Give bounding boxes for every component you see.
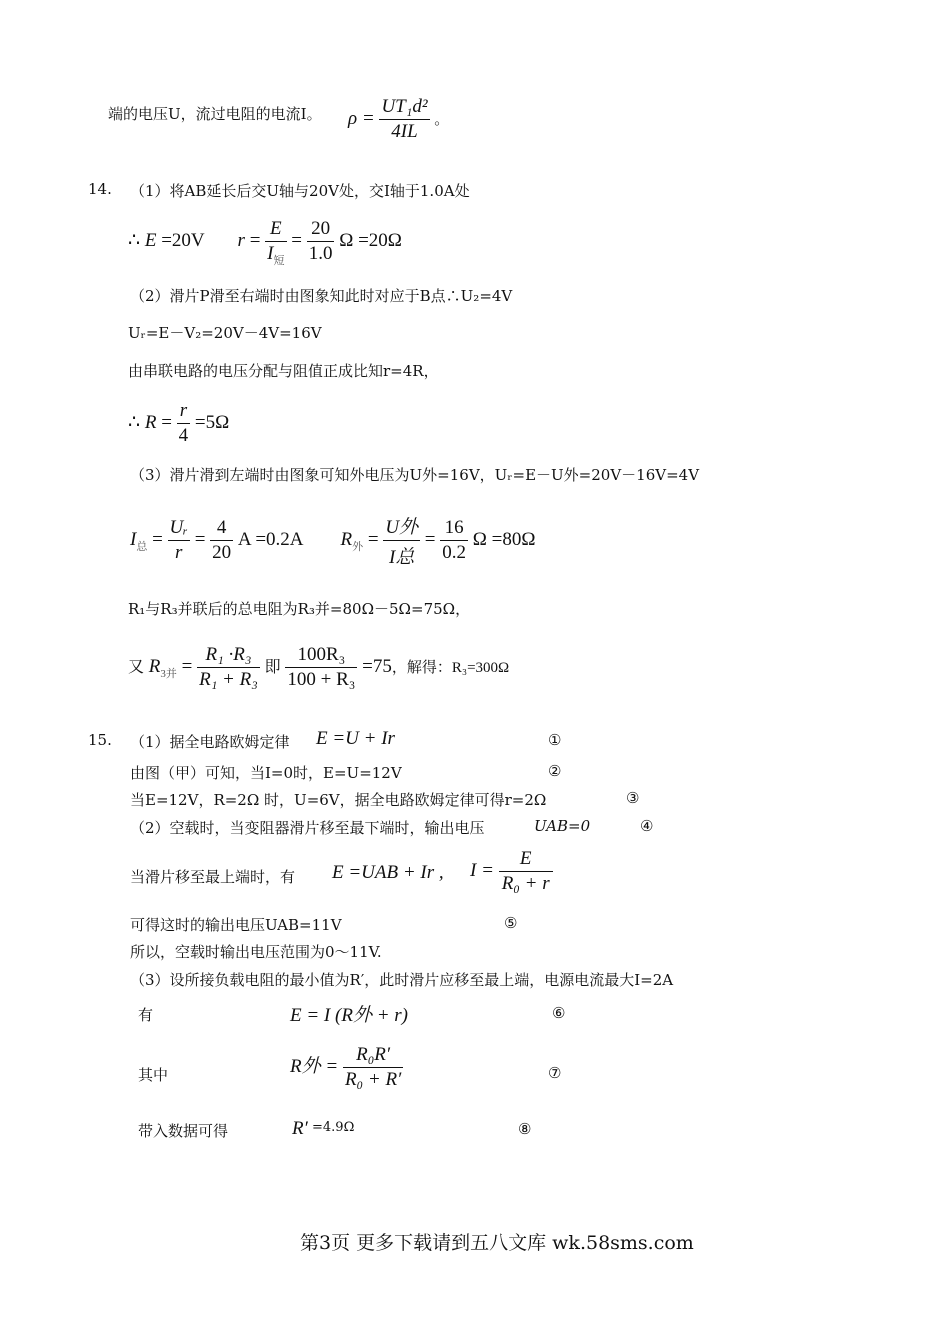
resistivity-formula: ρ = $\frac{\text{UT₁d²}}{4IL}$ 。 <box>348 96 450 142</box>
eq3-num-16: 16 <box>440 517 468 541</box>
eq1-fraction-values <box>307 218 335 265</box>
l5-I: I = <box>470 859 494 881</box>
eq1-result: Ω =20Ω <box>339 229 402 251</box>
eq3-fraction-16-02 <box>440 517 468 564</box>
q15-l2: 由图（甲）可知，当I=0时，E=U=12V <box>130 764 402 782</box>
q14-eq3: $I_总$ = $\frac{\text{Uᵣ}}{r}$ = $\frac{4}{20}$ A =0.2A $R_外$ = $\frac{\text{U外}}{\text{I总}}$ = $\frac{16}{0.2}$ Ω =80Ω <box>130 512 535 569</box>
q15-l7: 所以，空载时输出电压范围为0～11V. <box>130 943 382 961</box>
resistivity-fraction <box>379 96 429 143</box>
eq1-r: r <box>237 229 245 251</box>
l10-den: R₀ + R′ <box>344 1069 402 1090</box>
eq4-you: 又 <box>128 658 145 676</box>
q15-l6: 可得这时的输出电压UAB=11V <box>130 916 342 934</box>
eq3-fraction-4-20 <box>210 517 233 564</box>
eq1-den-sub: 短 <box>273 255 285 267</box>
eq4-den2: 100 + R₃ <box>287 669 356 690</box>
eq1-num-20: 20 <box>307 218 335 242</box>
eq1-num-E: E <box>265 218 286 242</box>
q15-l9-text: 有 <box>138 1006 154 1024</box>
q15-l10-eq <box>290 1044 403 1091</box>
q15-l4-var: UAB=0 <box>534 817 591 835</box>
q15-l10-text: 其中 <box>138 1066 169 1084</box>
eq3-R: R <box>340 528 353 550</box>
eq3-I: I <box>130 528 137 550</box>
eq2-num: r <box>177 400 191 424</box>
rho-symbol: ρ <box>348 107 358 129</box>
q15-l8: （3）设所接负载电阻的最小值为R′，此时滑片应移至最上端，电源电流最大I=2A <box>130 971 674 989</box>
eq1-fraction-E-I <box>265 218 286 265</box>
mark-7: ⑦ <box>548 1064 562 1082</box>
q14-p4: 由串联电路的电压分配与阻值正成比知r=4R， <box>128 362 439 380</box>
l5-fraction <box>499 848 553 895</box>
q15-l11-text: 带入数据可得 <box>138 1122 229 1140</box>
eq2-R: R <box>144 411 157 433</box>
q15-l5-text: 当滑片移至最上端时，有 <box>130 868 296 886</box>
q14-p1: （1）将AB延长后交U轴与20V处，交I轴于1.0A处 <box>130 182 470 200</box>
q14-p3: Uᵣ=E－V₂=20V－4V=16V <box>128 324 322 342</box>
mark-2: ② <box>548 762 562 780</box>
q15-l4: （2）空载时，当变阻器滑片移至最下端时，输出电压 <box>130 819 485 837</box>
eq3-num-U-outer: U外 <box>383 512 420 541</box>
eq4-num1: R₁ ·R₃ <box>197 644 260 668</box>
q14-eq1: ∴ E =20V r = $\frac{E}{I_短}$ = $\frac{20}{1.0}$ Ω =20Ω <box>128 218 402 267</box>
intro-text: 端的电压U，流过电阻的电流I。 <box>108 105 322 123</box>
l10-fraction <box>343 1044 403 1091</box>
eq3-den-02: 0.2 <box>442 542 467 563</box>
eq1-E: E <box>144 229 157 251</box>
eq3-fraction-U-r <box>168 517 190 564</box>
q15-l5-eq: E =UAB + Ir , <box>332 862 444 883</box>
q14-p5: （3）滑片滑到左端时由图象可知外电压为U外=16V，Uᵣ=E－U外=20V－16V=4V <box>130 466 700 484</box>
q15-l9-eq: E = I (R外 + r) <box>290 1005 408 1026</box>
l10-lhs: R外 = <box>290 1055 339 1077</box>
mark-5: ⑤ <box>504 914 518 932</box>
q14-eq2: ∴ R = $\frac{r}{4}$ =5Ω <box>128 400 230 446</box>
eq4-num2: 100R₃ <box>285 644 357 668</box>
q14-p6: R₁与R₃并联后的总电阻为R₃并=80Ω－5Ω=75Ω， <box>128 600 471 618</box>
resistivity-numerator: UT₁d² <box>379 96 429 120</box>
q14-eq4: 又 $R_{3并}$ = $\frac{\text{R₁ ·R₃}}{\text{R₁ + R₃}}$ 即 $\frac{\text{100R₃}}{\text{100 + R₃}}$ =75，解得：R₃=300Ω <box>128 644 510 690</box>
q15-l11-eq: R′ <box>292 1118 308 1139</box>
mark-6: ⑥ <box>552 1004 566 1022</box>
eq3-R-sub: 外 <box>352 540 364 553</box>
l10-num: R₀R′ <box>343 1044 403 1068</box>
eq3-num-U: Uᵣ <box>168 517 190 541</box>
l5-den: R₀ + r <box>501 873 550 894</box>
eq1-den-10: 1.0 <box>308 243 333 264</box>
eq4-fraction-parallel <box>197 644 260 691</box>
eq3-result-current: A =0.2A <box>237 528 303 550</box>
q15-l1-eq: E =U + Ir <box>316 728 395 749</box>
q15-number: 15. <box>88 731 112 749</box>
eq3-result-resistance: Ω =80Ω <box>472 528 536 550</box>
eq4-solve: ，解得：R₃=300Ω <box>391 659 510 676</box>
q15-l11-val: =4.9Ω <box>312 1120 355 1135</box>
eq3-num-4: 4 <box>210 517 233 541</box>
eq2-result: =5Ω <box>194 411 230 433</box>
therefore-symbol: ∴ <box>128 229 141 251</box>
eq1-den-I: I <box>267 243 274 264</box>
mark-1: ① <box>548 731 562 749</box>
eq3-den-I-total: I总 <box>389 547 415 568</box>
eq4-value: =75 <box>362 655 392 677</box>
eq2-den: 4 <box>178 425 189 446</box>
eq3-fraction-U-I <box>383 512 420 569</box>
q15-l5-current <box>470 848 553 895</box>
eq4-den1: R₁ + R₃ <box>199 669 258 690</box>
q15-l3: 当E=12V，R=2Ω 时，U=6V，据全电路欧姆定律可得r=2Ω <box>130 791 547 809</box>
mark-8: ⑧ <box>518 1120 532 1138</box>
eq3-I-sub: 总 <box>136 540 148 553</box>
q14-number: 14. <box>88 180 112 198</box>
eq4-R: R <box>148 655 161 677</box>
eq3-den-20: 20 <box>212 542 232 563</box>
eq4-fraction-values <box>285 644 357 691</box>
page-footer: 第3页 更多下载请到五八文库 wk.58sms.com <box>300 1232 694 1254</box>
mark-4: ④ <box>640 817 654 835</box>
therefore-symbol-2: ∴ <box>128 411 141 433</box>
eq4-ji: 即 <box>264 658 281 676</box>
formula-period: 。 <box>434 111 450 128</box>
eq1-E-value: =20V <box>161 229 205 251</box>
resistivity-denominator: 4IL <box>391 121 418 142</box>
eq4-R-sub: 3并 <box>160 667 177 680</box>
l5-num: E <box>499 848 553 872</box>
eq3-den-r: r <box>175 542 183 563</box>
eq2-fraction <box>177 400 191 447</box>
q14-p2: （2）滑片P滑至右端时由图象知此时对应于B点∴U₂=4V <box>130 287 513 305</box>
mark-3: ③ <box>626 789 640 807</box>
q15-l1-text: （1）据全电路欧姆定律 <box>130 733 290 751</box>
